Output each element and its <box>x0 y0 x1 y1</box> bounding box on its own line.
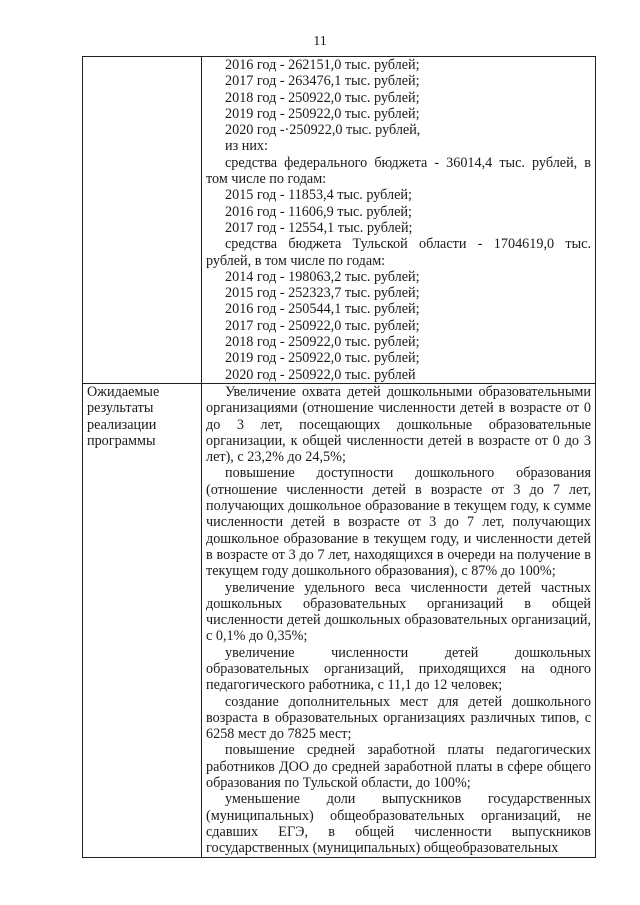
regional-line: 2018 год - 250922,0 тыс. рублей; <box>225 334 420 351</box>
result-paragraph: увеличение удельного веса численности детей частных дошкольных образовательных организаций в общей численности детей дошкольных образовательных организаций, с 0,1% до 0,35%; <box>206 579 591 645</box>
results-row <box>83 383 596 857</box>
regional-budget-intro: средства бюджета Тульской области - 1704619,0 тыс. рублей, в том числе по годам: <box>206 236 591 269</box>
regional-line: 2019 год - 250922,0 тыс. рублей; <box>225 350 420 367</box>
funding-line: 2018 год - 250922,0 тыс. рублей; <box>225 89 420 106</box>
funding-content-cell <box>202 57 596 384</box>
funding-row <box>83 57 596 384</box>
funding-line: 2017 год - 263476,1 тыс. рублей; <box>225 73 420 90</box>
federal-line: 2015 год - 11853,4 тыс. рублей; <box>225 187 412 204</box>
result-paragraph: создание дополнительных мест для детей дошкольного возраста в образовательных организациях различных типов, с 6258 мест до 7825 мест; <box>206 693 591 743</box>
page-number: 11 <box>313 34 327 49</box>
results-content-cell <box>202 383 596 857</box>
regional-line: 2020 год - 250922,0 тыс. рублей <box>225 366 416 383</box>
funding-line: 2020 год -·250922,0 тыс. рублей, <box>225 122 421 139</box>
federal-line: 2016 год - 11606,9 тыс. рублей; <box>225 203 412 220</box>
regional-line: 2016 год - 250544,1 тыс. рублей; <box>225 301 420 318</box>
federal-budget-intro: средства федерального бюджета - 36014,4 тыс. рублей, в том числе по годам: <box>206 154 591 188</box>
results-label: Ожидаемые результаты реализации программы <box>83 383 202 857</box>
result-paragraph: повышение средней заработной платы педагогических работников ДОО до средней заработной платы в сфере общего образования по Тульской области, до 100%; <box>206 742 591 792</box>
regional-line: 2014 год - 198063,2 тыс. рублей; <box>225 268 420 285</box>
result-paragraph: повышение доступности дошкольного образования (отношение численности детей в возрасте от 3 до 7 лет, получающих дошкольное образование в текущем году, к сумме численности детей в возрасте от 3 до 7 лет, получающих дошкольное образование в текущем году, и численности детей в возрасте от 3 до 7 лет, находящихся в очереди на получение в текущем году дошкольного образования), с 87% до 100%; <box>206 465 591 580</box>
result-paragraph: увеличение численности детей дошкольных образовательных организаций, приходящихся на одного педагогического работника, с 11,1 до 12 человек; <box>206 644 591 694</box>
funding-line: 2019 год - 250922,0 тыс. рублей; <box>225 105 420 122</box>
regional-line: 2017 год - 250922,0 тыс. рублей; <box>225 317 420 334</box>
funding-line: 2016 год - 262151,0 тыс. рублей; <box>225 57 420 73</box>
regional-line: 2015 год - 252323,7 тыс. рублей; <box>225 285 420 302</box>
funding-label-cell <box>83 57 202 384</box>
result-paragraph: уменьшение доли выпускников государственных (муниципальных) общеобразовательных организаций, не сдавших ЕГЭ, в общей численности выпускников государственных (муниципальных) общеобразовательных <box>206 791 591 857</box>
program-passport-table <box>82 56 596 858</box>
of-which-label: из них: <box>225 138 268 155</box>
result-paragraph: Увеличение охвата детей дошкольными образовательными организациями (отношение численности детей в возрасте от 0 до 3 лет, посещающих дошкольные образовательные организации, к общей численности детей в возрасте от 0 до 3 лет), с 23,2% до 24,5%; <box>206 383 591 466</box>
federal-line: 2017 год - 12554,1 тыс. рублей; <box>225 219 413 236</box>
